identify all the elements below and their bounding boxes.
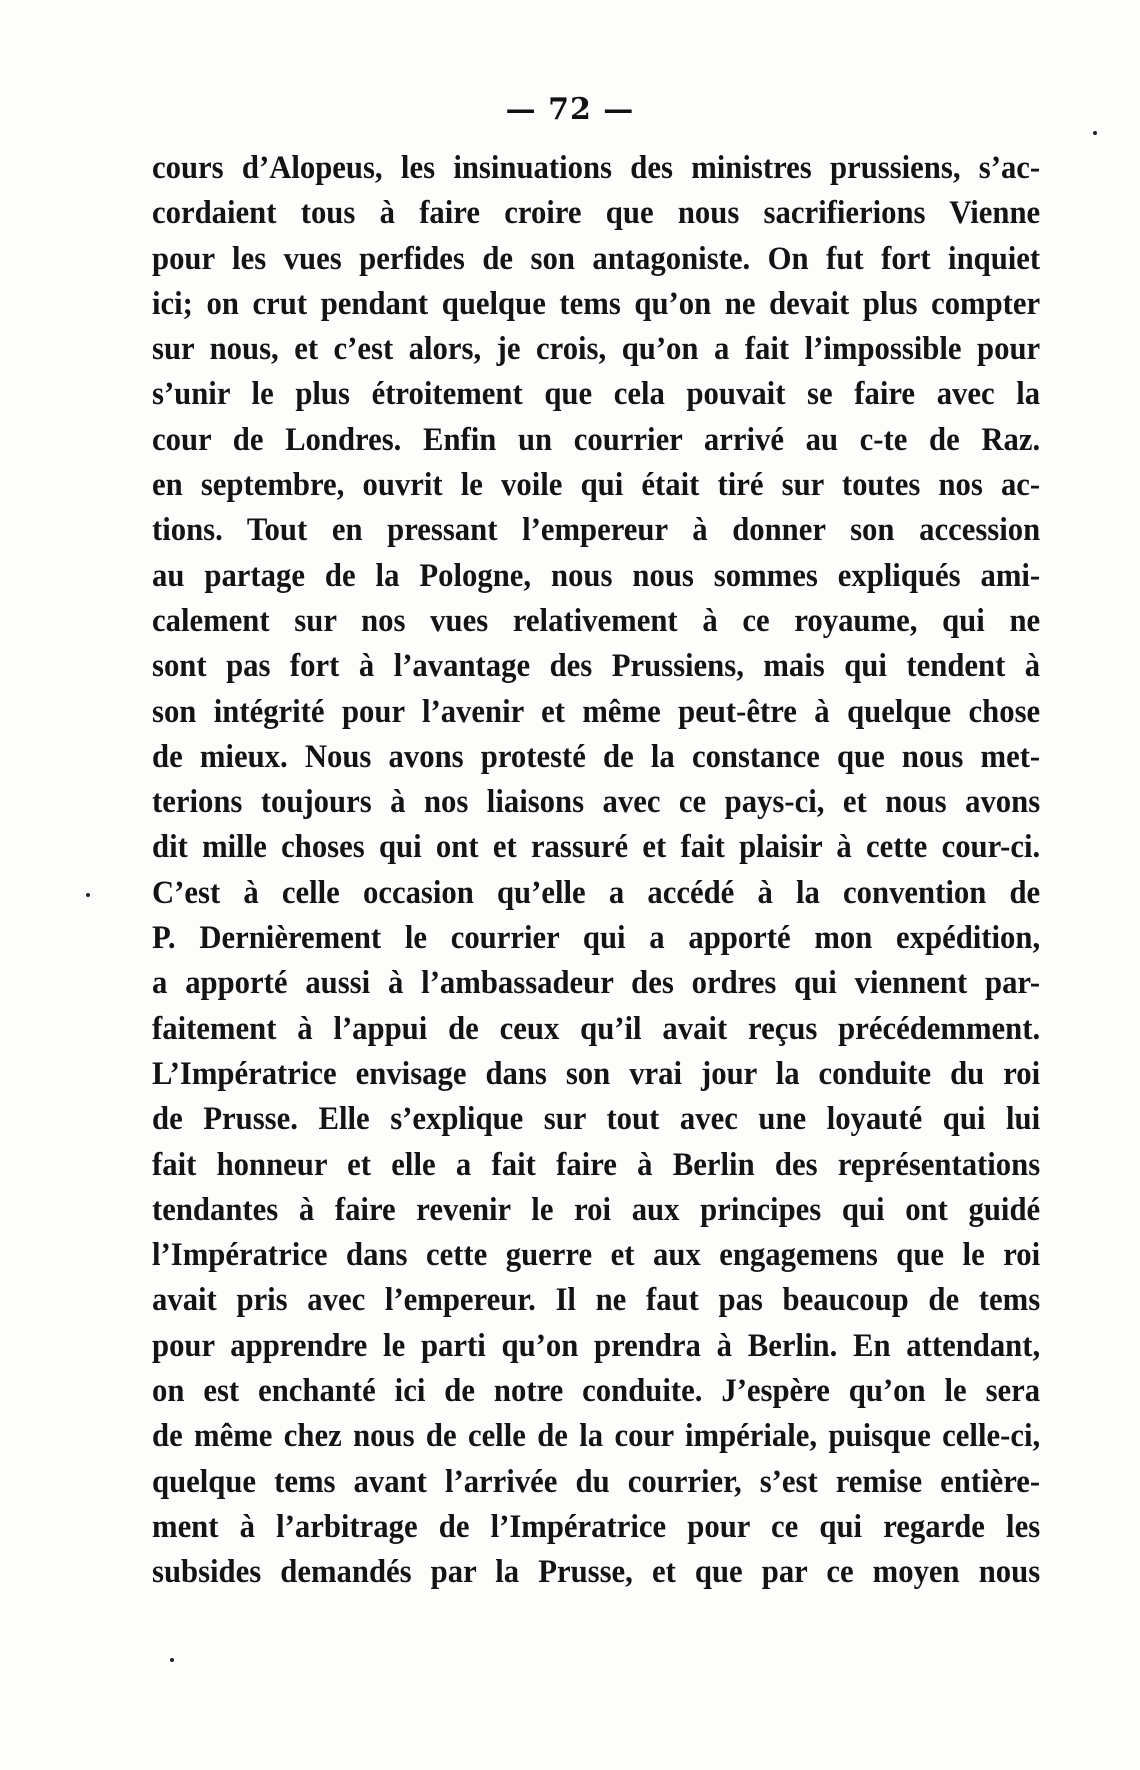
text-line: son intégrité pour l’avenir et même peut-être à quelque chose <box>152 693 1041 730</box>
text-line: pour apprendre le parti qu’on prendra à Berlin. En attendant, <box>152 1327 1041 1364</box>
scan-speck <box>170 1658 174 1662</box>
text-line: pour les vues perfides de son antagoniste. On fut fort inquiet <box>152 240 1041 277</box>
text-line: s’unir le plus étroitement que cela pouvait se faire avec la <box>152 376 1041 413</box>
text-line: fait honneur et elle a fait faire à Berlin des représentations <box>152 1146 1041 1183</box>
text-line: C’est à celle occasion qu’elle a accédé à la convention de <box>152 874 1041 911</box>
text-line: quelque tems avant l’arrivée du courrier, s’est remise entière- <box>152 1463 1041 1500</box>
text-line: subsides demandés par la Prusse, et que par ce moyen nous <box>152 1554 1041 1591</box>
text-line: tions. Tout en pressant l’empereur à donner son accession <box>152 512 1041 549</box>
text-line: calement sur nos vues relativement à ce royaume, qui ne <box>152 602 1041 639</box>
text-line: de mieux. Nous avons protesté de la constance que nous met- <box>152 738 1041 775</box>
text-line: sur nous, et c’est alors, je crois, qu’on a fait l’impossible pour <box>152 331 1041 368</box>
text-line: P. Dernièrement le courrier qui a apporté mon expédition, <box>152 920 1041 957</box>
scan-speck <box>86 893 90 897</box>
text-line: dit mille choses qui ont et rassuré et fait plaisir à cette cour-ci. <box>152 829 1041 866</box>
page-number: — 72 — <box>505 92 635 127</box>
text-line: sont pas fort à l’avantage des Prussiens, mais qui tendent à <box>152 648 1041 685</box>
text-line: cordaient tous à faire croire que nous sacrifierions Vienne <box>152 195 1041 232</box>
text-line: au partage de la Pologne, nous nous sommes expliqués ami- <box>152 557 1041 594</box>
text-line: a apporté aussi à l’ambassadeur des ordres qui viennent par- <box>152 965 1041 1002</box>
text-line: de même chez nous de celle de la cour impériale, puisque celle-ci, <box>152 1418 1041 1455</box>
text-line: de Prusse. Elle s’explique sur tout avec une loyauté qui lui <box>152 1101 1041 1138</box>
text-line: tendantes à faire revenir le roi aux principes qui ont guidé <box>152 1191 1041 1228</box>
text-line: ici; on crut pendant quelque tems qu’on ne devait plus compter <box>152 285 1041 322</box>
text-line: ment à l’arbitrage de l’Impératrice pour ce qui regarde les <box>152 1508 1041 1545</box>
text-line: on est enchanté ici de notre conduite. J’espère qu’on le sera <box>152 1373 1041 1410</box>
text-line: cour de Londres. Enfin un courrier arrivé au c-te de Raz. <box>152 421 1041 458</box>
text-line: avait pris avec l’empereur. Il ne faut pas beaucoup de tems <box>152 1282 1041 1319</box>
text-line: terions toujours à nos liaisons avec ce pays-ci, et nous avons <box>152 784 1041 821</box>
text-line: l’Impératrice dans cette guerre et aux engagemens que le roi <box>152 1237 1041 1274</box>
text-line: en septembre, ouvrit le voile qui était tiré sur toutes nos ac- <box>152 467 1041 504</box>
scan-speck <box>1093 131 1097 135</box>
text-line: faitement à l’appui de ceux qu’il avait reçus précédemment. <box>152 1010 1041 1047</box>
text-line: L’Impératrice envisage dans son vrai jour la conduite du roi <box>152 1055 1041 1092</box>
text-line: cours d’Alopeus, les insinuations des ministres prussiens, s’ac- <box>152 150 1041 186</box>
body-text <box>152 146 1040 1596</box>
